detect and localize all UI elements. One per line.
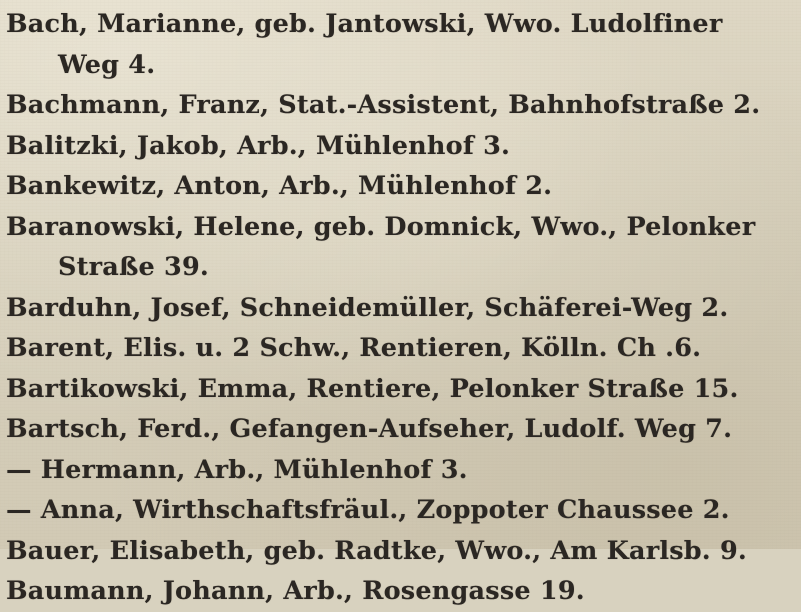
directory-entry: Bauer, Elisabeth, geb. Radtke, Wwo., Am Karlsb. 9. [6, 535, 747, 566]
directory-entry: Bach, Marianne, geb. Jantowski, Wwo. Ludolfiner [6, 9, 723, 39]
directory-entry-dash: — Hermann, Arb., Mühlenhof 3. [6, 454, 468, 485]
directory-entry: Bankewitz, Anton, Arb., Mühlenhof 2. [6, 171, 553, 201]
directory-entry: Bartsch, Ferd., Gefangen-Aufseher, Ludolf. Weg 7. [6, 414, 733, 444]
directory-entry-continuation: Straße 39. [58, 252, 209, 282]
directory-entry: Baumann, Johann, Arb., Rosengasse 19. [6, 576, 585, 606]
directory-entry-dash: — Anna, Wirthschaftsfräul., Zoppoter Chaussee 2. [6, 495, 730, 525]
directory-entry: Barduhn, Josef, Schneidemüller, Schäferei-Weg 2. [6, 292, 729, 323]
directory-entry: Bartikowski, Emma, Rentiere, Pelonker Straße 15. [6, 373, 739, 404]
directory-entry: Baranowski, Helene, geb. Domnick, Wwo., Pelonker [6, 211, 756, 242]
directory-entry: Balitzki, Jakob, Arb., Mühlenhof 3. [6, 130, 511, 161]
directory-entry-continuation: Weg 4. [58, 49, 156, 80]
directory-entry-list [6, 4, 791, 612]
directory-entry: Bachmann, Franz, Stat.-Assistent, Bahnhofstraße 2. [6, 90, 761, 120]
directory-entry: Barent, Elis. u. 2 Schw., Rentieren, Kölln. Ch .6. [6, 333, 702, 363]
